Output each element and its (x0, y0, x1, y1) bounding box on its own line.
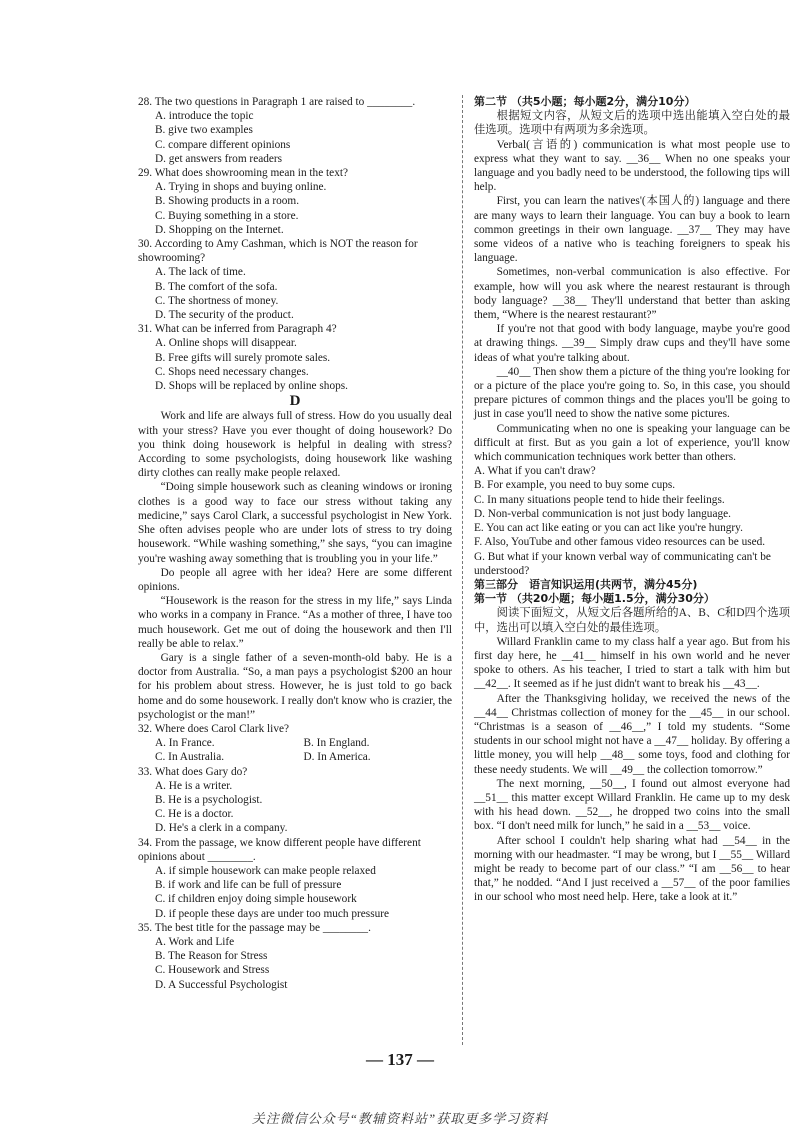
option: D. get answers from readers (155, 152, 283, 165)
option: A. He is a writer. (155, 779, 233, 792)
option: D. if people these days are under too much pressure (155, 907, 390, 920)
option: D. Shops will be replaced by online shops. (155, 380, 348, 393)
left-column (138, 95, 452, 992)
option: C. Housework and Stress (155, 964, 270, 977)
passage-paragraph: After school I couldn't help sharing what had __54__ in the morning with our headmaster. “I may be wrong, but I __55__ Willard might be ready to become part of our class.” “I am __56__ to hear that,” he nodded. “And I just received a __57__ of the poor families in our school who most need help. Here, take a look at it.” (474, 834, 790, 904)
passage-paragraph: “Doing simple housework such as cleaning windows or ironing clothes is a good way to face our stress without taking any medicine,” says Carol Clark, a successful psychologist in New York. She often advises people who are under lots of stress to try doing housework. “While washing something,” she says, “you can imagine you're washing away something that is troubling you in your life.” (138, 481, 452, 565)
passage-paragraph: “Housework is the reason for the stress in my life,” says Linda who works in a company in France. “As a mother of three, I have too much housework. Get me out of doing the housework and then I'll really be able to relax.” (138, 595, 452, 650)
passage-paragraph: After the Thanksgiving holiday, we received the news of the __44__ Christmas collection of money for the __45__ in our school. “Christmas is a season of __46__,” I told my students. “Some students in our school might not have a __47__ holiday. By offering a little money, you will help __48__ some toys, food and clothing for these needy students. We will __49__ the collection tomorrow.” (474, 692, 790, 776)
option: D. The security of the product. (155, 309, 294, 322)
option: A. introduce the topic (155, 110, 254, 123)
question-31: 31. What can be inferred from Paragraph 4? (138, 323, 337, 336)
question-29: 29. What does showrooming mean in the text? (138, 167, 348, 180)
option: D. A Successful Psychologist (155, 978, 288, 991)
option: B. For example, you need to buy some cups. (474, 479, 676, 492)
option: C. Shops need necessary changes. (155, 365, 309, 378)
question-32: 32. Where does Carol Clark live? (138, 722, 289, 735)
question-28: 28. The two questions in Paragraph 1 are raised to ________. (138, 96, 416, 108)
section-instruction: 根据短文内容，从短文后的选项中选出能填入空白处的最佳选项。选项中有两项为多余选项。 (474, 110, 790, 137)
option: B. The Reason for Stress (155, 950, 268, 963)
option: F. Also, YouTube and other famous video resources can be used. (474, 536, 766, 549)
passage-paragraph: If you're not that good with body language, maybe you're good at drawing things. __39__ Simply draw cups and they'll have some ideas of what you're talking about. (474, 323, 790, 364)
passage-paragraph: Willard Franklin came to my class half a year ago. But from his first day here, he __41__ himself in his own world and he never spoke to others. As his teacher, I tried to start a talk with him but __42__. It seemed as if he just didn't want to break his __43__. (474, 635, 790, 691)
option: D. He's a clerk in a company. (155, 822, 288, 835)
question-34: 34. From the passage, we know different people have different opinions about ________. (138, 836, 421, 863)
part-title: 第三部分 语言知识运用(共两节，满分45分) (474, 577, 698, 591)
option: A. Online shops will disappear. (155, 337, 297, 350)
option: C. In many situations people tend to hide their feelings. (474, 493, 725, 506)
column-divider (462, 95, 463, 1045)
question-30: 30. According to Amy Cashman, which is NOT the reason for showrooming? (138, 238, 418, 265)
passage-heading: D (289, 393, 301, 410)
passage-paragraph: __40__ Then show them a picture of the thing you're looking for or a picture of the place you're going to. So, in this case, you should prepare pictures of common things and the places you'll be going to just in case you'll need to show the native some pictures. (474, 365, 790, 421)
option: C. compare different opinions (155, 138, 291, 151)
section-title: 第二节 （共5小题；每小题2分，满分10分） (474, 95, 696, 108)
passage-paragraph: Gary is a single father of a seven-month-old baby. He is a doctor from Australia. “So, a man pays a psychologist $200 an hour for his problem about stress. However, he is just told to go back home and do some housework. I really don't know who is crazier, the psychologist or the man!” (138, 651, 452, 721)
option: A. What if you can't draw? (474, 465, 596, 478)
section-title: 第一节 （共20小题；每小题1.5分，满分30分） (474, 592, 715, 606)
option: C. In Australia. (155, 751, 225, 764)
passage-paragraph: Sometimes, non-verbal communication is also effective. For example, how will you ask where the nearest restaurant is through body language? __38__ They'll understand that better than asking them, “Where is the nearest restaurant?” (474, 266, 790, 322)
option: A. Trying in shops and buying online. (155, 181, 327, 194)
option: B. give two examples (155, 124, 253, 137)
option: B. He is a psychologist. (155, 793, 263, 806)
footer-note: 关注微信公众号“教辅资料站”获取更多学习资料 (251, 1111, 549, 1126)
page-number: — 137 — (366, 1050, 434, 1069)
question-35: 35. The best title for the passage may be ________. (138, 921, 371, 934)
right-column (474, 95, 790, 905)
passage-paragraph: Do people all agree with her idea? Here are some different opinions. (138, 566, 452, 593)
option: B. Free gifts will surely promote sales. (155, 351, 331, 364)
option: D. Shopping on the Internet. (155, 223, 284, 236)
option: C. He is a doctor. (155, 808, 234, 821)
option: A. In France. (155, 737, 215, 750)
option: B. The comfort of the sofa. (155, 280, 278, 293)
option: A. Work and Life (155, 935, 235, 948)
question-33: 33. What does Gary do? (138, 765, 248, 778)
option: G. But what if your known verbal way of communicating can't be understood? (474, 550, 771, 577)
passage-paragraph: Work and life are always full of stress. How do you usually deal with your stress? Have you ever thought of doing housework? Do you think doing housework is helpful in dealing with stress? According to some psychologists, doing housework like washing dirty clothes can really make people relaxed. (138, 410, 452, 480)
option: B. if work and life can be full of pressure (155, 879, 342, 892)
option: C. if children enjoy doing simple housework (155, 893, 357, 906)
passage-paragraph: Communicating when no one is speaking your language can be difficult at first. But as you gain a lot of experience, you'll know which communication techniques work better than others. (474, 422, 790, 464)
option: B. In England. (303, 737, 370, 750)
passage-paragraph: The next morning, __50__, I found out almost everyone had __51__ this matter except Willard Franklin. He came up to my desk with his head down. __52__, he dropped two coins into the small box. “I don't need milk for lunch,” he said in a __53__ voice. (474, 777, 790, 833)
option: B. Showing products in a room. (155, 195, 300, 208)
option-row (155, 736, 452, 750)
option: A. if simple housework can make people relaxed (155, 864, 376, 877)
option: C. Buying something in a store. (155, 209, 299, 222)
option-row (155, 750, 452, 764)
option: E. You can act like eating or you can act like you're hungry. (474, 522, 743, 535)
passage-paragraph: First, you can learn the natives'(本国人的) language and there are many ways to learn their language. You can buy a book to learn common greetings in their own language. __37__ They may have some videos of a native who is teaching foreigners to speak his language. (474, 195, 790, 265)
section-instruction: 阅读下面短文，从短文后各题所给的A、B、C和D四个选项中，选出可以填入空白处的最佳选项。 (474, 607, 790, 634)
option: D. Non-verbal communication is not just body language. (474, 507, 731, 520)
option: D. In America. (303, 751, 371, 764)
option: A. The lack of time. (155, 266, 246, 279)
option: C. The shortness of money. (155, 294, 279, 307)
passage-paragraph: Verbal(言语的) communication is what most people use to express what they want to say. __36__ When no one speaks your language and you badly need to be understood, the following tips will help. (474, 138, 790, 194)
